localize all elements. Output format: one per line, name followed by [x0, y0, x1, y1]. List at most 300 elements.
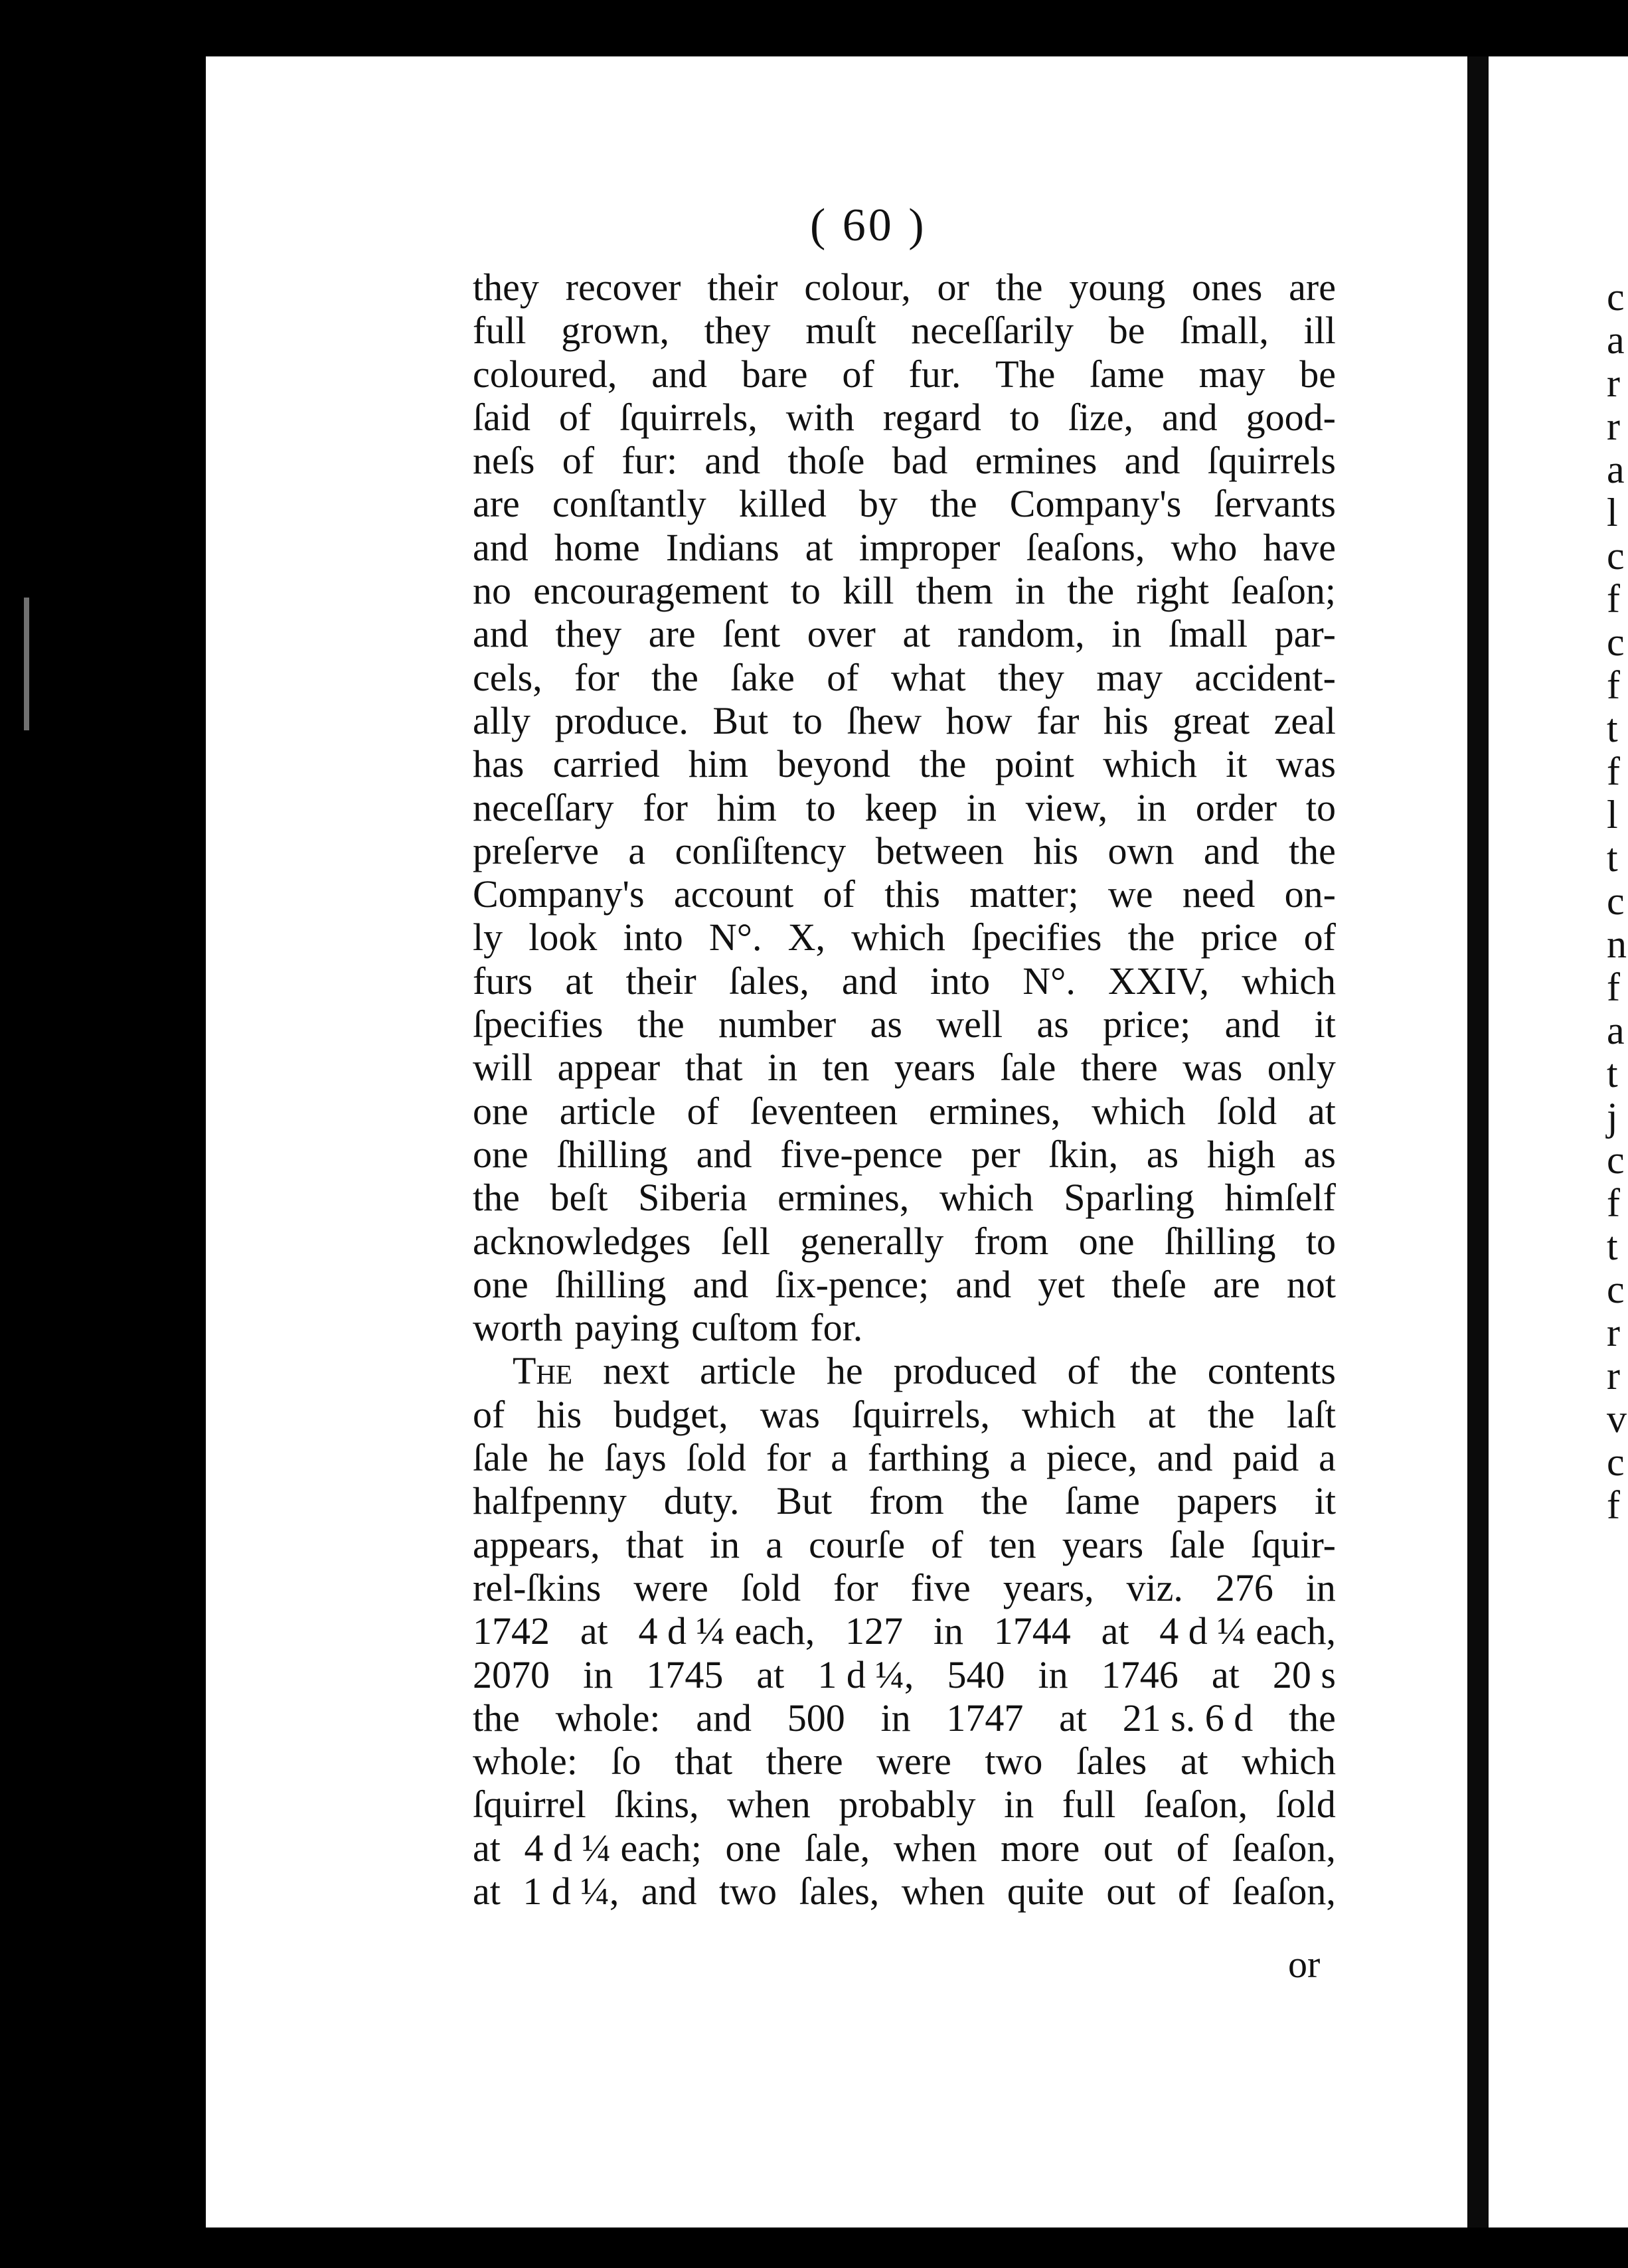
word: for.	[810, 1306, 863, 1350]
word: in	[1038, 1653, 1068, 1696]
word: article	[559, 1089, 656, 1133]
word: and	[696, 1696, 752, 1740]
word: it	[1314, 1003, 1336, 1046]
word: improper	[858, 525, 1001, 569]
word: 4 d ¼ each;	[524, 1826, 702, 1870]
word: encouragement	[533, 569, 769, 613]
word: the	[930, 482, 977, 526]
word: ſale	[473, 1436, 529, 1480]
word: the	[1127, 916, 1175, 959]
word: piece,	[1046, 1436, 1137, 1480]
word: conſtantly	[552, 482, 706, 526]
fragment-letter: a	[1607, 1009, 1625, 1052]
word: beſt	[550, 1176, 608, 1220]
word: for	[574, 655, 619, 699]
word: account	[673, 872, 794, 916]
word: ſeaſon;	[1231, 569, 1336, 613]
word: in	[966, 785, 997, 829]
word: ſquirrels,	[852, 1392, 990, 1436]
word: to	[792, 698, 823, 742]
fragment-letter: l	[1607, 491, 1618, 534]
word: in	[768, 1046, 798, 1090]
word: papers	[1177, 1479, 1277, 1523]
word: furs	[473, 959, 533, 1003]
word: the	[1289, 829, 1336, 872]
text-line	[473, 569, 1336, 612]
text-line	[473, 1046, 1336, 1089]
word: laſt	[1286, 1392, 1336, 1436]
word: at	[1180, 1740, 1208, 1783]
word: from	[973, 1219, 1049, 1263]
word: coloured,	[473, 352, 617, 396]
word: cuſtom	[691, 1306, 799, 1350]
page-number: ( 60 )	[810, 200, 927, 251]
word: one	[473, 1132, 529, 1176]
word: that	[675, 1740, 733, 1783]
facing-page-text-fragments	[1607, 276, 1628, 1527]
word: at	[473, 1826, 501, 1870]
text-line	[473, 829, 1336, 872]
text-line	[473, 1523, 1336, 1566]
word: the	[919, 742, 967, 786]
word: worth	[473, 1306, 563, 1350]
text-line	[473, 742, 1336, 785]
text-line	[473, 872, 1336, 916]
fragment-letter: r	[1607, 404, 1620, 448]
word: N°.	[1022, 959, 1076, 1003]
word: order	[1195, 785, 1277, 829]
word: of	[473, 1392, 505, 1436]
word: ſquirrel	[473, 1783, 586, 1826]
text-line	[473, 1220, 1336, 1263]
word: which	[939, 1176, 1034, 1220]
word: right	[1136, 569, 1209, 613]
word: it	[1226, 742, 1248, 786]
word: ſquirrels,	[619, 395, 758, 439]
word: next	[603, 1349, 669, 1393]
word: not	[1286, 1262, 1336, 1306]
word: home	[554, 525, 640, 569]
word: ſame	[1065, 1479, 1140, 1523]
text-line	[473, 1003, 1336, 1046]
word: paying	[574, 1306, 680, 1350]
word: duty.	[663, 1479, 740, 1523]
word: of	[687, 1089, 719, 1133]
word: years,	[1003, 1566, 1094, 1609]
word: neſs	[473, 439, 535, 483]
word: of	[1176, 1826, 1209, 1870]
word: 540	[947, 1653, 1005, 1696]
word: 1747	[946, 1696, 1024, 1740]
fragment-letter: l	[1607, 793, 1618, 837]
text-line	[473, 1740, 1336, 1783]
word: one	[725, 1826, 781, 1870]
word: of	[931, 1522, 963, 1566]
word: ſold	[686, 1436, 746, 1480]
word: were	[876, 1740, 951, 1783]
word: of	[842, 352, 874, 396]
word: 1745	[646, 1653, 724, 1696]
word: was	[1275, 742, 1336, 786]
word: from	[868, 1479, 944, 1523]
word: par-	[1274, 612, 1336, 656]
word: and	[473, 525, 529, 569]
word: in	[709, 1522, 740, 1566]
text-line	[473, 1263, 1336, 1306]
word: 1742	[473, 1609, 550, 1653]
word: one	[473, 1089, 529, 1133]
word: The	[995, 352, 1056, 396]
fragment-letter: c	[1607, 534, 1625, 578]
word: number	[718, 1003, 837, 1046]
text-line	[473, 1306, 1336, 1349]
word: ſervants	[1214, 482, 1336, 526]
text-line	[473, 1393, 1336, 1436]
word: article	[699, 1349, 796, 1393]
word: per	[971, 1132, 1020, 1176]
fragment-letter: a	[1607, 318, 1625, 362]
word: what	[890, 655, 966, 699]
word: fur.	[908, 352, 961, 396]
word: in	[1004, 1783, 1034, 1826]
word: the	[1129, 1349, 1177, 1393]
word: are	[1289, 266, 1336, 309]
word: as	[1036, 1003, 1069, 1046]
word: muſt	[805, 309, 876, 353]
word: far	[1036, 698, 1080, 742]
word: a	[1319, 1436, 1336, 1480]
word: and	[955, 1262, 1012, 1306]
word: bad	[892, 439, 948, 483]
text-line	[473, 1566, 1336, 1609]
word: ſeaſon,	[1143, 1783, 1248, 1826]
fragment-letter: c	[1607, 275, 1625, 319]
word: ſame	[1090, 352, 1165, 396]
word: to	[1305, 785, 1336, 829]
word: his	[1033, 829, 1079, 872]
fragment-letter: t	[1607, 706, 1618, 750]
word: two	[719, 1869, 777, 1913]
word: contents	[1207, 1349, 1336, 1393]
word: regard	[882, 395, 981, 439]
fragment-letter: r	[1607, 1354, 1620, 1398]
text-line	[473, 1826, 1336, 1870]
word: it	[1314, 1479, 1336, 1523]
word: probably	[839, 1783, 976, 1826]
word: quite	[1007, 1869, 1084, 1913]
word: they	[555, 612, 622, 656]
word: him	[716, 785, 777, 829]
word: 1744	[993, 1609, 1071, 1653]
word: ſales,	[799, 1869, 880, 1913]
word: grown,	[561, 309, 669, 353]
word: in	[1136, 785, 1167, 829]
word: more	[1001, 1826, 1080, 1870]
word: ſaid	[473, 395, 530, 439]
word: whole:	[555, 1696, 661, 1740]
word: two	[985, 1740, 1043, 1783]
word: paid	[1232, 1436, 1299, 1480]
word: But	[776, 1479, 833, 1523]
word: and	[1161, 395, 1218, 439]
word: keep	[864, 785, 938, 829]
word: a	[766, 1522, 783, 1566]
word: and	[473, 612, 529, 656]
word: ally	[473, 698, 530, 742]
word: neceſſarily	[911, 309, 1074, 353]
word: which	[1022, 1392, 1116, 1436]
word: ly	[473, 916, 503, 959]
fragment-letter: j	[1607, 1095, 1618, 1139]
word: of	[827, 655, 859, 699]
word: carried	[552, 742, 660, 786]
word: ſpecifies	[473, 1003, 604, 1046]
word: ermines,	[777, 1176, 910, 1220]
fragment-letter: c	[1607, 1138, 1625, 1182]
word: appear	[557, 1046, 661, 1090]
word: over	[807, 612, 876, 656]
word: to	[790, 569, 821, 613]
word: ſhew	[847, 698, 922, 742]
previous-page-edge	[24, 598, 29, 730]
text-line	[473, 916, 1336, 959]
word: accident-	[1194, 655, 1336, 699]
word: X,	[787, 916, 825, 959]
word: which	[1242, 959, 1336, 1003]
text-line	[473, 1609, 1336, 1653]
word: point	[995, 742, 1074, 786]
word: or	[937, 266, 969, 309]
word: budget,	[613, 1392, 728, 1436]
word: 2070	[473, 1653, 550, 1696]
word: price;	[1103, 1003, 1191, 1046]
word: ſhilling	[1164, 1219, 1276, 1263]
word: ſquirrels	[1207, 439, 1336, 483]
word: ſake	[730, 655, 795, 699]
text-line	[473, 439, 1336, 482]
word: ſo	[611, 1740, 641, 1783]
word: 20 s	[1272, 1653, 1336, 1696]
word: and	[1124, 439, 1180, 483]
word: a	[831, 1436, 848, 1480]
word: theſe	[1111, 1262, 1186, 1306]
word: five-pence	[780, 1132, 943, 1176]
word: the	[1207, 1392, 1255, 1436]
word: need	[1182, 872, 1256, 916]
word: him	[688, 742, 749, 786]
word: high	[1206, 1132, 1275, 1176]
text-line	[473, 959, 1336, 1003]
word: out	[1106, 1869, 1156, 1913]
word: 276	[1215, 1566, 1273, 1609]
word: ſmall,	[1180, 309, 1269, 353]
word: in	[1015, 569, 1046, 613]
word: ſeaſon,	[1232, 1826, 1336, 1870]
word: Siberia	[638, 1176, 748, 1220]
word: 21 s. 6 d	[1122, 1696, 1254, 1740]
text-line	[473, 266, 1336, 309]
word: ſeaſons,	[1026, 525, 1145, 569]
word: ten	[989, 1522, 1036, 1566]
word: farthing	[867, 1436, 990, 1480]
word: were	[633, 1566, 708, 1609]
word: conſiſtency	[675, 829, 847, 872]
word: acknowledges	[473, 1219, 691, 1263]
word: ones	[1192, 266, 1263, 309]
word: one	[1078, 1219, 1135, 1263]
word: ſkin,	[1048, 1132, 1119, 1176]
word: ſpecifies	[971, 916, 1102, 959]
word: produce.	[554, 698, 689, 742]
word: when	[901, 1869, 985, 1913]
text-line	[473, 1696, 1336, 1740]
fragment-letter: c	[1607, 620, 1625, 664]
word: ſent	[722, 612, 781, 656]
text-line	[473, 309, 1336, 352]
word: 1 d ¼,	[817, 1653, 914, 1696]
word: viz.	[1126, 1566, 1183, 1609]
word: in	[933, 1609, 963, 1653]
word: ſquir-	[1251, 1522, 1336, 1566]
word: ſales,	[728, 959, 809, 1003]
word: of	[558, 395, 592, 439]
word: years	[894, 1046, 976, 1090]
word: ſold	[740, 1566, 801, 1609]
word: a	[1009, 1436, 1027, 1480]
fragment-letter: f	[1607, 1181, 1620, 1225]
catchword: or	[1288, 1943, 1321, 1986]
fragment-letter: v	[1607, 1397, 1627, 1441]
word: of	[823, 872, 855, 916]
word: and	[1203, 829, 1260, 872]
word: who	[1171, 525, 1238, 569]
word: himſelf	[1224, 1176, 1336, 1220]
word: to	[1305, 1219, 1336, 1263]
word: ſold	[1216, 1089, 1277, 1133]
word: ermines	[975, 439, 1098, 483]
word: beyond	[777, 742, 891, 786]
word: are	[648, 612, 696, 656]
fragment-letter: f	[1607, 965, 1620, 1009]
word: 127	[845, 1609, 904, 1653]
word: a	[628, 829, 646, 872]
text-line	[473, 1349, 1336, 1392]
word: and	[1224, 1003, 1281, 1046]
word: view,	[1025, 785, 1108, 829]
word: at	[473, 1869, 501, 1913]
fragment-letter: r	[1607, 361, 1620, 405]
word: when	[893, 1826, 977, 1870]
word: ſales	[1076, 1740, 1147, 1783]
word: ten	[822, 1046, 870, 1090]
word: at	[1308, 1089, 1336, 1133]
word: full	[1062, 1783, 1116, 1826]
word: at	[805, 525, 833, 569]
word: which	[851, 916, 945, 959]
word: his	[1103, 698, 1149, 742]
word: and	[641, 1869, 697, 1913]
word: ſale	[1169, 1522, 1226, 1566]
word: XXIV,	[1108, 959, 1210, 1003]
word: they	[473, 266, 539, 309]
word: ſix-pence;	[775, 1262, 930, 1306]
word: well	[936, 1003, 1003, 1046]
word: which	[1242, 1740, 1336, 1783]
text-line	[473, 1479, 1336, 1522]
fragment-letter: c	[1607, 1440, 1625, 1484]
word: them	[916, 569, 993, 613]
word: look	[529, 916, 598, 959]
fragment-letter: f	[1607, 750, 1620, 793]
word: with	[785, 395, 855, 439]
word: to	[1009, 395, 1040, 439]
word: ſize,	[1068, 395, 1134, 439]
word: ſale,	[804, 1826, 870, 1870]
word: zeal	[1273, 698, 1336, 742]
word: he	[826, 1349, 863, 1393]
word: own	[1107, 829, 1175, 872]
word: ſeventeen	[750, 1089, 898, 1133]
word: full	[473, 309, 527, 353]
word: was	[1182, 1046, 1243, 1090]
word: at	[1059, 1696, 1087, 1740]
fragment-letter: c	[1607, 1267, 1625, 1311]
word: their	[625, 959, 696, 1003]
word: price	[1200, 916, 1278, 959]
text-line	[473, 396, 1336, 439]
word: ſell	[720, 1219, 771, 1263]
word: at	[1211, 1653, 1240, 1696]
word: The	[513, 1349, 573, 1393]
word: for	[643, 785, 688, 829]
word: how	[945, 698, 1013, 742]
word: 4 d ¼ each,	[638, 1609, 815, 1653]
word: in	[880, 1696, 911, 1740]
word: into	[623, 916, 683, 959]
facing-page-edge	[1489, 56, 1628, 2228]
word: in	[1305, 1566, 1336, 1609]
fragment-letter: r	[1607, 1311, 1620, 1354]
word: Sparling	[1064, 1176, 1194, 1220]
word: and	[692, 1262, 749, 1306]
word: this	[884, 872, 940, 916]
word: random,	[957, 612, 1085, 656]
word: ſhilling	[554, 1262, 667, 1306]
word: fur:	[621, 439, 678, 483]
word: his	[536, 1392, 582, 1436]
word: they	[704, 309, 771, 353]
word: ſeaſon,	[1232, 1869, 1336, 1913]
word: that	[625, 1522, 684, 1566]
word: Company's	[1009, 482, 1182, 526]
word: killed	[738, 482, 827, 526]
word: of	[562, 439, 595, 483]
word: good-	[1246, 395, 1336, 439]
word: ermines,	[929, 1089, 1061, 1133]
word: there	[766, 1740, 843, 1783]
word: and	[696, 1132, 752, 1176]
word: to	[805, 785, 836, 829]
text-line	[473, 526, 1336, 569]
word: neceſſary	[473, 785, 614, 829]
word: the	[637, 1003, 685, 1046]
word: cels,	[473, 655, 542, 699]
text-line	[473, 1176, 1336, 1219]
word: as	[1146, 1132, 1179, 1176]
word: at	[902, 612, 931, 656]
word: they	[998, 655, 1064, 699]
word: ſkins,	[614, 1783, 699, 1826]
